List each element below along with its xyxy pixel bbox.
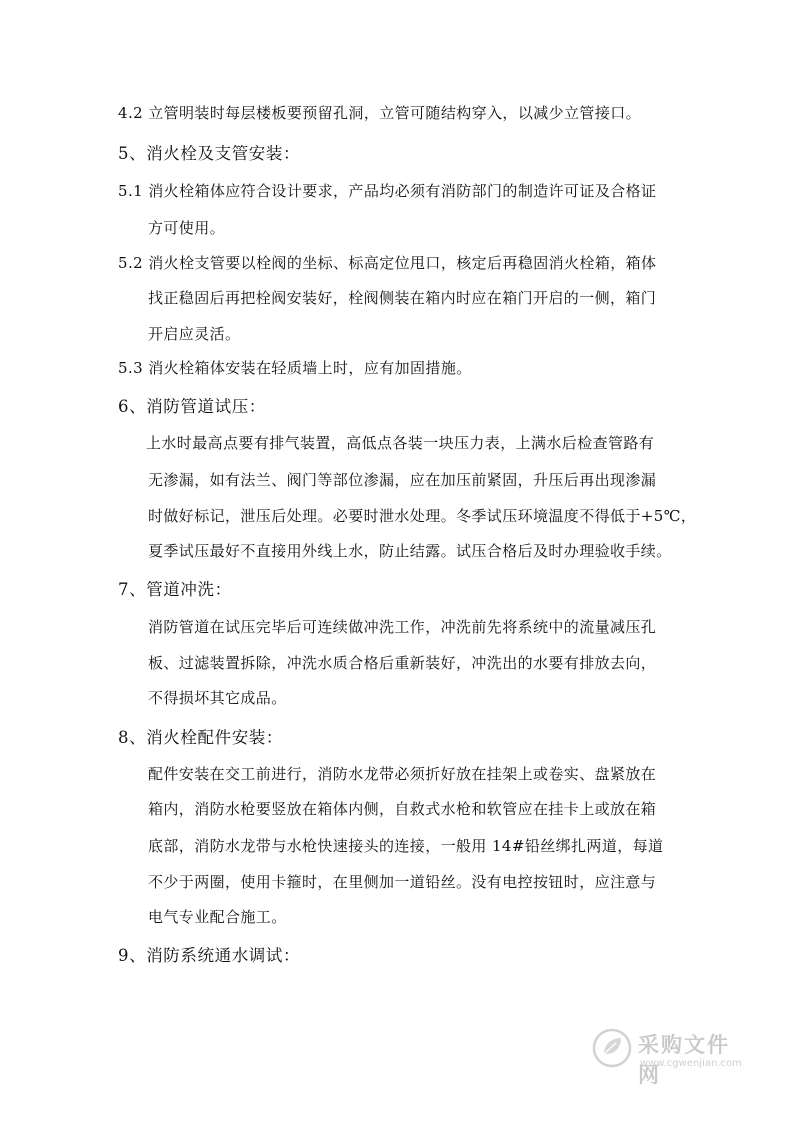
paragraph-line: 无渗漏，如有法兰、阀门等部位渗漏，应在加压前紧固，升压后再出现渗漏 (148, 471, 657, 489)
paragraph-line: 消防管道在试压完毕后可连续做冲洗工作，冲洗前先将系统中的流量减压孔 (148, 618, 657, 636)
clause-5-2-line: 开启应灵活。 (148, 325, 241, 343)
watermark (592, 1028, 752, 1087)
clause-5-3-line: 5.3 消火栓箱体安装在轻质墙上时，应有加固措施。 (118, 359, 472, 377)
leaf-logo-icon (592, 1028, 632, 1068)
paragraph-line: 不少于两圈，使用卡箍时，在里侧加一道铅丝。没有电控按钮时，应注意与 (148, 873, 657, 891)
section-6-heading: 6、消防管道试压： (118, 397, 266, 416)
paragraph-line: 夏季试压最好不直接用外线上水，防止结露。试压合格后及时办理验收手续。 (148, 542, 672, 560)
paragraph-line: 板、过滤装置拆除，冲洗水质合格后重新装好，冲洗出的水要有排放去向， (148, 654, 657, 672)
paragraph-line: 不得损坏其它成品。 (148, 689, 287, 707)
paragraph-line: 电气专业配合施工。 (148, 908, 287, 926)
paragraph-line: 底部，消防水龙带与水枪快速接头的连接，一般用 14#铅丝绑扎两道，每道 (148, 837, 664, 855)
clause-5-1-line: 5.1 消火栓箱体应符合设计要求，产品均必须有消防部门的制造许可证及合格证 (118, 182, 657, 200)
watermark-site-name: 采购文件网 (638, 1033, 730, 1087)
section-8-heading: 8、消火栓配件安装： (118, 728, 283, 747)
section-5-heading: 5、消火栓及支管安装： (118, 144, 301, 163)
clause-5-2-line: 5.2 消火栓支管要以栓阀的坐标、标高定位甩口，核定后再稳固消火栓箱，箱体 (118, 254, 657, 272)
watermark-url: www.cgwenjian.com (640, 1058, 742, 1069)
clause-4-2-line: 4.2 立管明装时每层楼板要预留孔洞，立管可随结构穿入，以减少立管接口。 (118, 104, 642, 122)
clause-5-2-line: 找正稳固后再把栓阀安装好，栓阀侧装在箱内时应在箱门开启的一侧，箱门 (148, 289, 657, 307)
paragraph-line: 时做好标记，泄压后处理。必要时泄水处理。冬季试压环境温度不得低于+5℃， (148, 507, 697, 525)
clause-5-1-line: 方可使用。 (148, 219, 226, 237)
paragraph-line: 箱内，消防水枪要竖放在箱体内侧，自救式水枪和软管应在挂卡上或放在箱 (148, 800, 657, 818)
paragraph-line: 配件安装在交工前进行，消防水龙带必须折好放在挂架上或卷实、盘紧放在 (148, 765, 657, 783)
paragraph-line: 上水时最高点要有排气装置，高低点各装一块压力表，上满水后检查管路有 (146, 434, 655, 452)
section-9-heading: 9、消防系统通水调试： (118, 946, 301, 965)
section-7-heading: 7、管道冲洗： (118, 580, 232, 599)
